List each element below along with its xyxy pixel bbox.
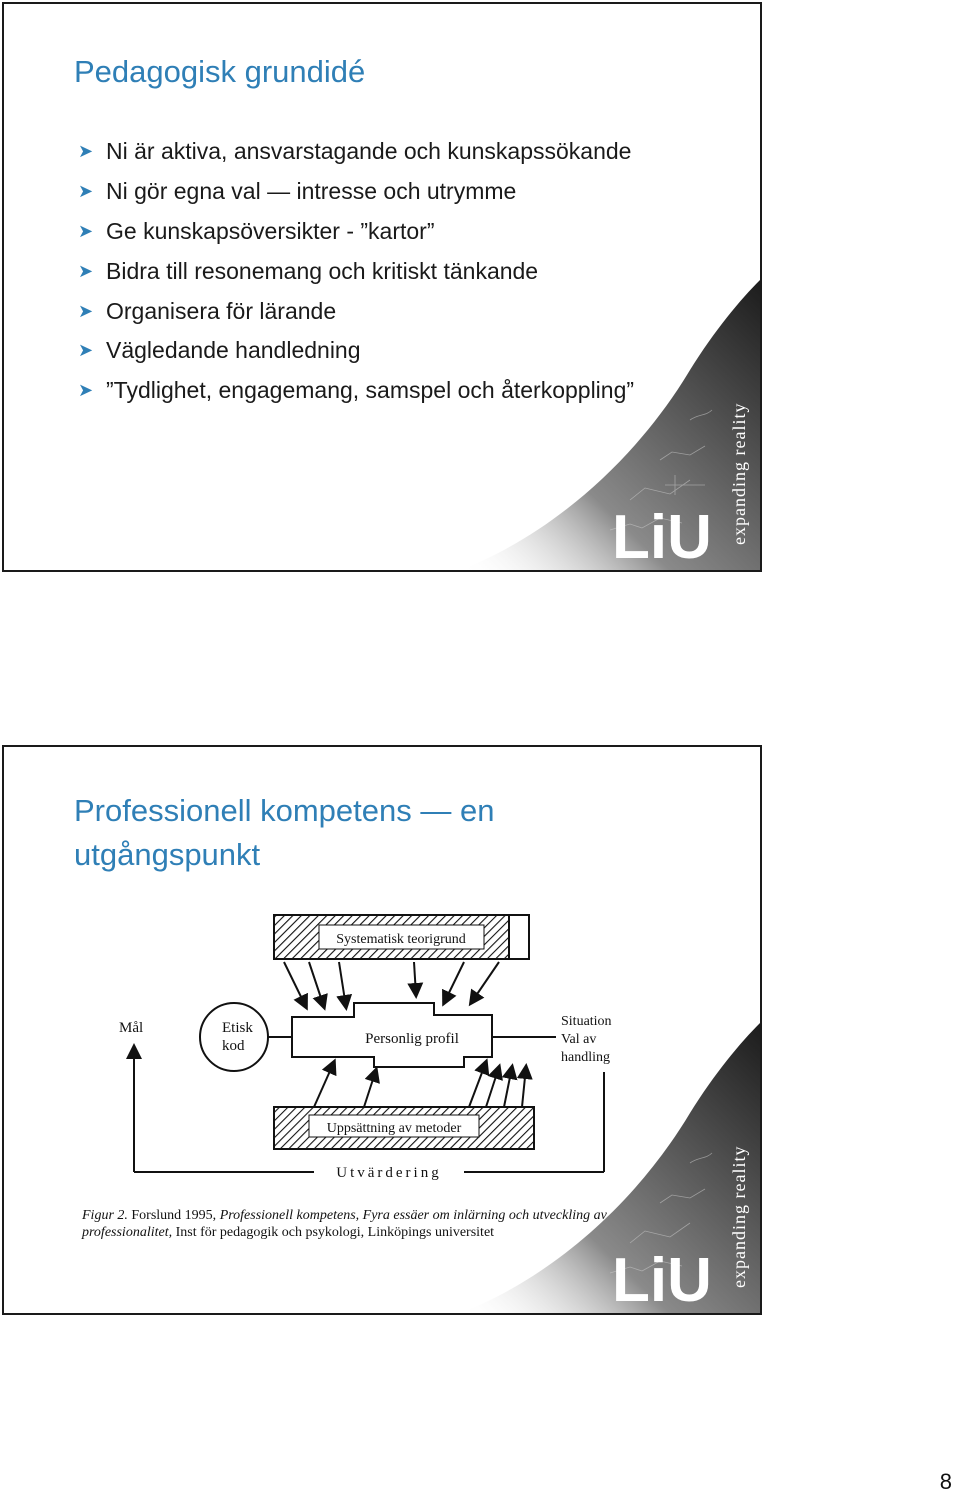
svg-text:LiU: LiU [612,503,712,566]
slide-pedagogisk-grundide [2,2,762,572]
svg-text:Uppsättning av metoder: Uppsättning av metoder [326,1121,462,1136]
svg-text:Etisk: Etisk [222,1020,253,1036]
bullet-item: ➤ Organisera för lärande [78,297,337,324]
tagline: expanding reality [729,402,749,545]
svg-text:Val av: Val av [561,1032,597,1047]
svg-text:Systematisk teorigrund: Systematisk teorigrund [336,932,466,947]
svg-text:LiU: LiU [612,1246,712,1309]
svg-text:Personlig profil: Personlig profil [365,1031,459,1047]
arrow-bullet-icon: ➤ [78,181,94,202]
arrow-bullet-icon: ➤ [78,260,94,281]
bullet-item: ➤ Ni gör egna val — intresse och utrymme [78,178,517,205]
svg-text:handling: handling [561,1050,610,1065]
svg-text:kod: kod [222,1038,245,1054]
slide-title: Pedagogisk grundidé [74,54,366,89]
bullet-item: ➤ Ge kunskapsöversikter - ”kartor” [78,217,435,244]
liu-logo [612,500,712,566]
arrow-bullet-icon: ➤ [78,380,94,401]
arrow-bullet-icon: ➤ [78,141,94,162]
bullet-item: ➤ Ni är aktiva, ansvarstagande och kunskapssökande [78,138,632,165]
liu-corner-decoration [460,1023,760,1313]
tagline: expanding reality [729,1145,749,1288]
svg-text:Situation: Situation [561,1014,612,1029]
goal-label: Mål [119,1020,144,1036]
bullet-item: ➤ Vägledande handledning [78,337,361,364]
liu-logo [612,1243,712,1309]
arrow-bullet-icon: ➤ [78,220,94,241]
liu-corner-decoration [460,280,760,570]
slide-title: Professionell kompetens — en utgångspunkt [74,793,495,872]
arrow-bullet-icon: ➤ [78,300,94,321]
page-number: 8 [939,1469,952,1494]
slide-professionell-kompetens [2,745,762,1315]
figure-caption: Figur 2. Forslund 1995, Professionell kompetens, Fyra essäer om inlärning och utveckling av professionalitet, Inst för pedagogik och psykologi, Linköpings universitet [82,1208,607,1240]
ethics-circle [200,1003,268,1071]
arrow-bullet-icon: ➤ [78,340,94,361]
evaluation-label: Utvärdering [336,1165,442,1181]
theory-arrows [284,962,499,1007]
bullet-item: ➤ ”Tydlighet, engagemang, samspel och återkoppling” [78,377,635,404]
bullet-item: ➤ Bidra till resonemang och kritiskt tänkande [78,257,539,284]
theory-box [274,915,529,959]
